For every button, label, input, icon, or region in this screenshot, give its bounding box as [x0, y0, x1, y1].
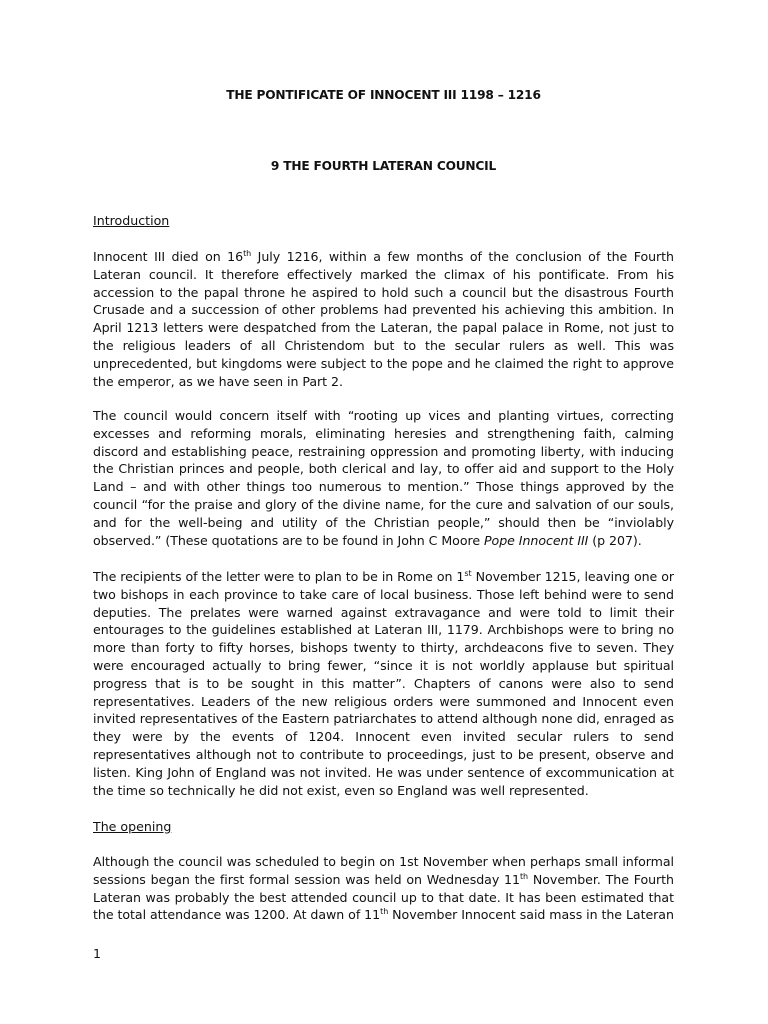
introduction-paragraph-1 — [93, 248, 674, 390]
ordinal-suffix: th — [519, 871, 529, 881]
text-run: November 1215, leaving one or two bishops in each province to take care of local business. Those left behind were to send deputies. The prelates were warned against extravagance and were told to limit their entourages to the guidelines established at Lateran III, 1179. Archbishops were to bring no more than forty to fifty horses, bishops twenty to thirty, archdeacons five to seven. They were encouraged actually to bring fewer, “since it is not worldly applause but spiritual progress that is to be sought in this matter”. Chapters of canons were also to send representatives. Leaders of the new religious orders were summoned and Innocent even invited representatives of the Eastern patriarchates to attend although none did, enraged as they were by the events of 1204. Innocent even invited secular rulers to send representatives although not to contribute to proceedings, just to be present, observe and listen. King John of England was not invited. He was under sentence of excommunication at the time so technically he did not exist, even so England was well represented. — [93, 569, 675, 798]
document-title: THE PONTIFICATE OF INNOCENT III 1198 – 1216 — [226, 88, 541, 102]
page-number: 1 — [93, 946, 102, 961]
introduction-paragraph-3 — [93, 568, 674, 799]
text-run: The recipients of the letter were to plan to be in Rome on 1 — [93, 569, 465, 584]
introduction-paragraph-2 — [93, 407, 674, 549]
opening-paragraph-1 — [93, 853, 674, 924]
text-run: Although the council was scheduled to begin on 1st November when perhaps small informal sessions began the first formal session was held on Wednesday 11 — [93, 854, 674, 887]
chapter-title: 9 THE FOURTH LATERAN COUNCIL — [270, 159, 497, 173]
text-run: November. The Fourth Lateran was probably the best attended council up to that date. It has been estimated that the total attendance was 1200. At dawn of 11 — [93, 871, 674, 923]
book-title: Pope Innocent III — [484, 532, 589, 548]
section-heading-introduction: Introduction — [93, 213, 170, 228]
text-run: Innocent III died on 16 — [93, 249, 244, 264]
section-heading-opening: The opening — [93, 819, 172, 834]
text-run: (p 207). — [588, 532, 642, 548]
text-run: November Innocent said mass in the Lateran — [388, 907, 674, 923]
text-run: The council would concern itself with “rooting up vices and planting virtues, correcting excesses and reforming morals, eliminating heresies and strengthening faith, calming discord and establishing peace, restraining oppression and promoting liberty, with inducing the Christian princes and people, both clerical and lay, to offer aid and support to the Holy Land – and with other things too numerous to mention.” Those things approved by the council “for the praise and glory of the divine name, for the cure and salvation of our souls, and for the well-being and utility of the Christian people,” should then be “inviolably observed.” (These quotations are to be found in John C Moore — [93, 408, 674, 548]
ordinal-suffix: th — [380, 907, 389, 917]
text-run: July 1216, within a few months of the conclusion of the Fourth Lateran council. It therefore effectively marked the climax of his pontificate. From his accession to the papal throne he aspired to hold such a council but the disastrous Fourth Crusade and a succession of other problems had prevented his achieving this ambition. In April 1213 letters were despatched from the Lateran, the papal palace in Rome, not just to the religious leaders of all Christendom but to the secular rulers as well. This was unprecedented, but kingdoms were subject to the pope and he claimed the right to approve the emperor, as we have seen in Part 2. — [93, 249, 674, 389]
ordinal-suffix: st — [464, 569, 472, 578]
ordinal-suffix: th — [243, 249, 252, 258]
